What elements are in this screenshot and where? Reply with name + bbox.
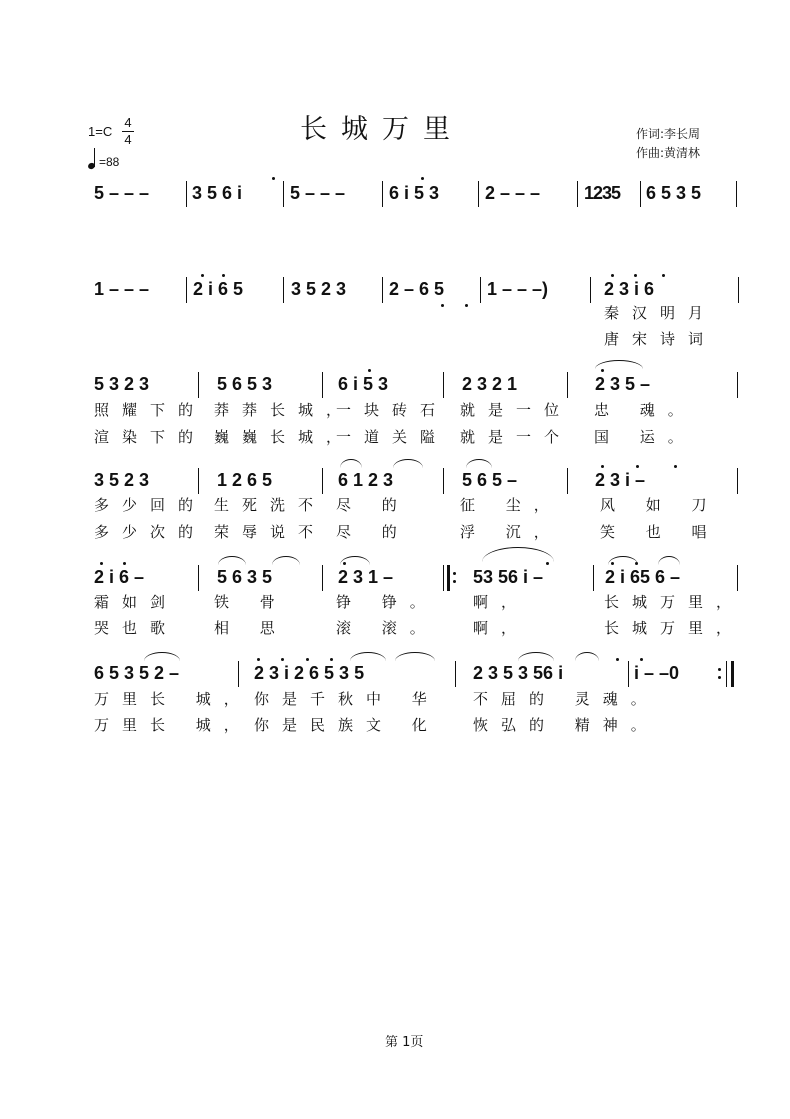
lyric-segment: 你是民族文 化 <box>254 716 440 734</box>
measure: 2 3 5 3 56 i <box>473 663 564 683</box>
measure: 5 6 3 5 <box>217 567 273 587</box>
lyric-segment: 渲染下的 <box>94 428 207 446</box>
lyric-segment: 长城万里， <box>604 619 745 637</box>
measure: 2 – – – <box>485 183 541 203</box>
lyric-verse-1 <box>94 399 206 420</box>
song-title: 长城万里 <box>300 114 464 145</box>
lyric-segment: 哭也歌 <box>94 619 179 637</box>
lyric-segment: 铁 骨 <box>214 593 288 611</box>
measure: 1235 <box>584 183 621 203</box>
lyric-segment: 啊， <box>473 593 530 611</box>
lyricist-credit: 作词:李长周 <box>636 127 701 141</box>
measure: 6 i 5 3 <box>389 183 440 203</box>
measure: 6 5 3 5 <box>646 183 702 203</box>
measure: 1 – – – <box>94 279 150 299</box>
measure: i – –0 <box>634 663 680 683</box>
time-signature-bottom: 4 <box>124 132 132 147</box>
score-line-1 <box>0 181 790 221</box>
lyric-segment: 一块砖石 <box>336 401 449 419</box>
lyric-segment: 莽莽长城， <box>214 401 355 419</box>
lyric-segment: 笑 也 唱 <box>600 523 720 541</box>
lyric-segment: 长城万里， <box>604 593 745 611</box>
lyric-segment: 万里长 城， <box>94 690 252 708</box>
lyric-segment: 滚 滚。 <box>336 619 438 637</box>
lyric-segment: 国 运。 <box>594 428 696 446</box>
measure: 1 2 6 5 <box>217 470 273 490</box>
lyric-segment: 相 思 <box>214 619 288 637</box>
lyric-segment: 忠 魂。 <box>594 401 696 419</box>
lyric-segment: 征 尘， <box>460 496 562 514</box>
tempo-value: =88 <box>99 155 120 169</box>
lyric-segment: 铮 铮。 <box>336 593 438 611</box>
tempo-marking <box>88 148 158 172</box>
measure: 53 56 i – <box>473 567 544 587</box>
measure: 2 – 6 5 <box>389 279 445 299</box>
lyric-segment: 霜如剑 <box>94 593 179 611</box>
lyric-segment: 恢弘的 精神。 <box>473 716 659 734</box>
measure: 2 3 i – <box>595 470 646 490</box>
lyric-segment: 不屈的 灵魂。 <box>473 690 659 708</box>
time-signature-top: 4 <box>124 115 132 130</box>
lyric-segment: 你是千秋中 华 <box>254 690 440 708</box>
measure: 2 3 i 2 6 5 3 5 <box>254 663 365 683</box>
measure: 5 6 5 – <box>462 470 518 490</box>
measure: 3 5 6 i <box>192 183 243 203</box>
measure: 5 3 2 3 <box>94 374 150 394</box>
measure: 5 – – – <box>94 183 150 203</box>
measure: 2 3 1 – <box>338 567 394 587</box>
lyric-segment: 万里长 城， <box>94 716 252 734</box>
measure: 6 1 2 3 <box>338 470 394 490</box>
lyric-segment: 就是一个 <box>460 428 573 446</box>
key-signature: 1=C <box>88 124 113 139</box>
measure: 1 – – –) <box>487 279 549 299</box>
lyric-segment: 巍巍长城， <box>214 428 355 446</box>
lyric-segment: 生死洗不 <box>214 496 327 514</box>
time-signature <box>120 116 136 147</box>
measure: 2 3 2 1 <box>462 374 518 394</box>
lyric-verse-2: 唐宋诗词 <box>604 330 717 348</box>
measure: 6 i 5 3 <box>338 374 389 394</box>
lyric-segment: 啊， <box>473 619 530 637</box>
lyric-segment: 照耀下的 <box>94 401 207 419</box>
measure: 2 i 65 6 – <box>605 567 681 587</box>
measure: 2 3 5 – <box>595 374 651 394</box>
measure: 5 – – – <box>290 183 346 203</box>
measure: 5 6 5 3 <box>217 374 273 394</box>
lyric-segment: 多少回的 <box>94 496 207 514</box>
composer-credit: 作曲:黄清林 <box>636 146 701 160</box>
measure: 3 5 2 3 <box>94 470 150 490</box>
lyric-verse-1: 秦汉明月 <box>604 304 717 322</box>
measure: 2 i 6 – <box>94 567 145 587</box>
measure: 2 i 6 5 <box>193 279 244 299</box>
lyric-segment: 浮 沉， <box>460 523 562 541</box>
page-number: 第 1页 <box>385 1035 424 1050</box>
measure: 6 5 3 5 2 – <box>94 663 180 683</box>
lyric-segment: 风 如 刀 <box>600 496 720 514</box>
lyric-segment: 多少次的 <box>94 523 207 541</box>
measure: 3 5 2 3 <box>291 279 347 299</box>
measure: 2 3 i 6 <box>604 279 655 299</box>
lyric-segment: 一道关隘 <box>336 428 449 446</box>
lyric-segment: 尽 的 <box>336 523 410 541</box>
lyric-segment: 尽 的 <box>336 496 410 514</box>
lyric-segment: 就是一位 <box>460 401 573 419</box>
lyric-segment: 荣辱说不 <box>214 523 327 541</box>
